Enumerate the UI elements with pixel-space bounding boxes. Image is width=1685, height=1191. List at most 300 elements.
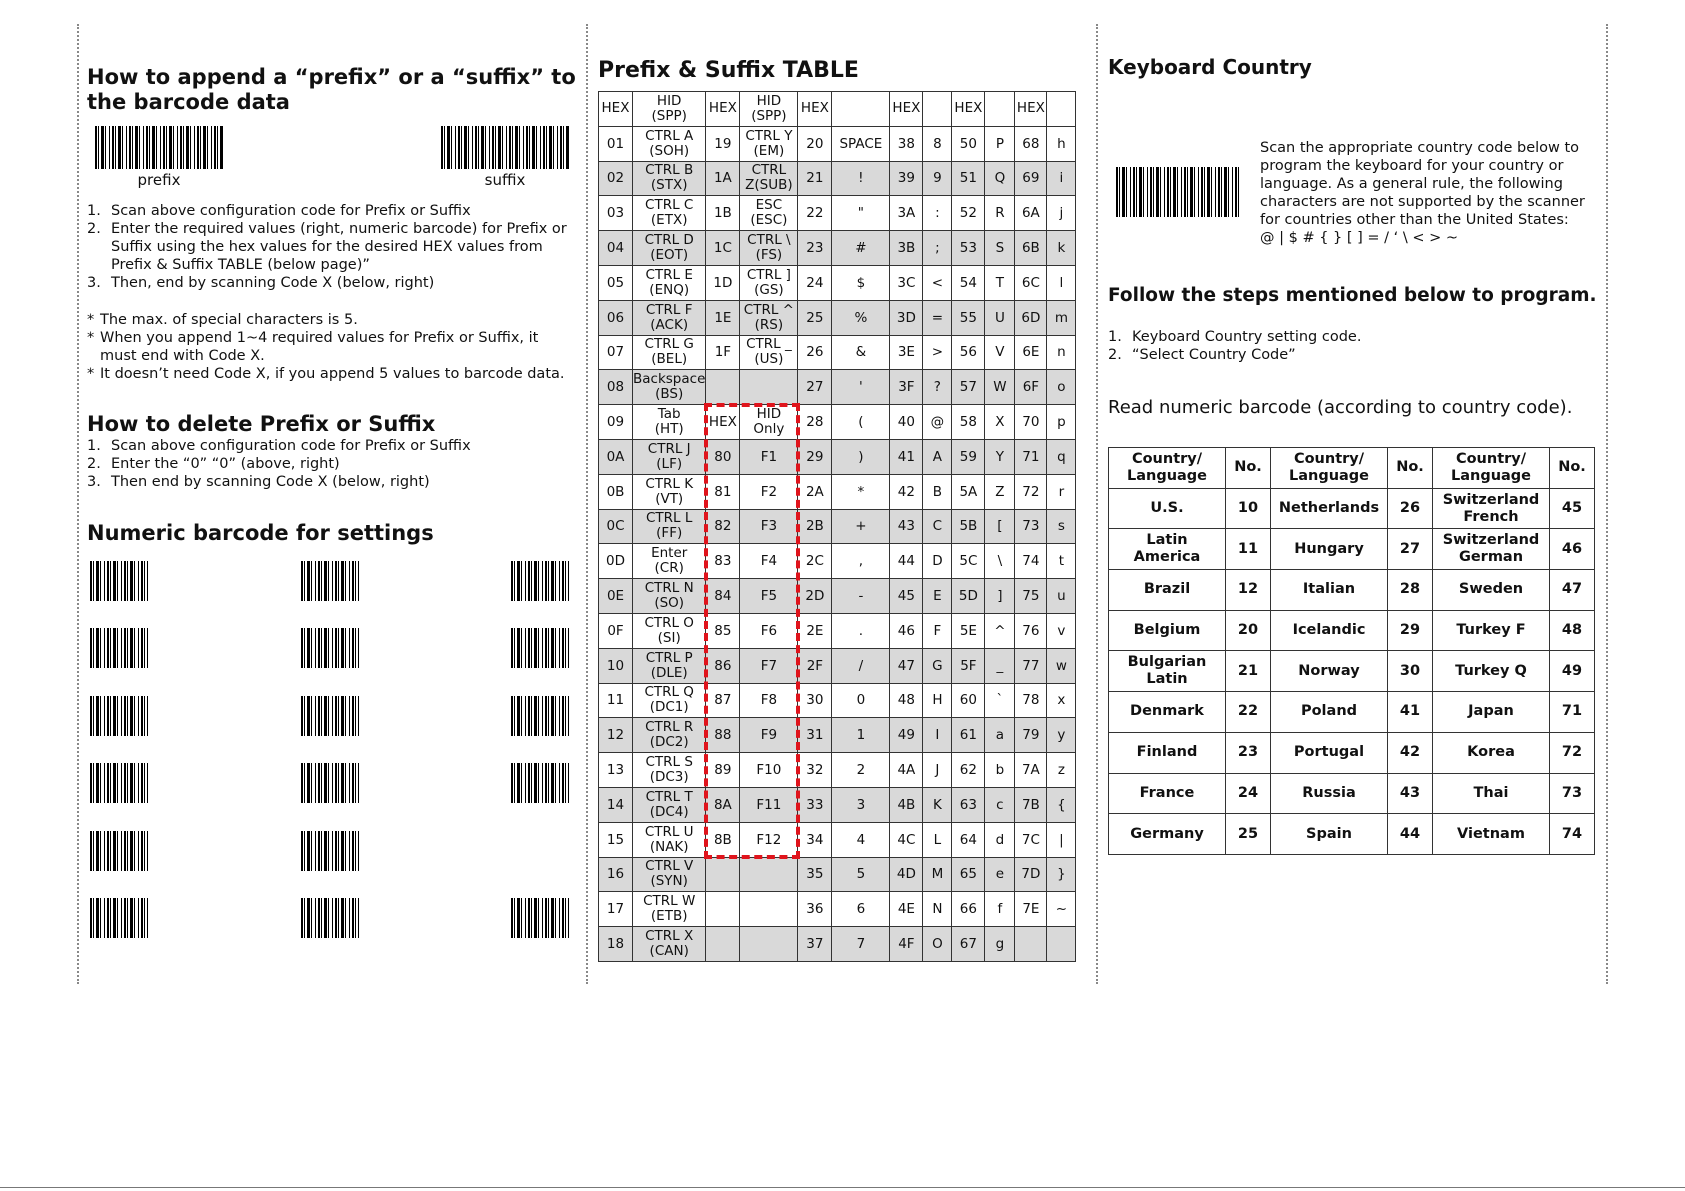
table-cell: 02	[599, 161, 633, 196]
table-cell: G	[923, 648, 952, 683]
table-cell: CTRL ] (GS)	[740, 265, 798, 300]
table-cell: 15	[599, 822, 633, 857]
table-cell: 2B	[798, 509, 832, 544]
table-cell: CTRL E (ENQ)	[633, 265, 706, 300]
country-row	[1109, 732, 1595, 773]
table-cell: U	[985, 300, 1015, 335]
table-cell: 42	[890, 474, 923, 509]
country-cell: 41	[1388, 692, 1433, 733]
table-cell: CTRL ^ (RS)	[740, 300, 798, 335]
table-cell	[740, 857, 798, 892]
step-number: 2.	[1108, 347, 1122, 363]
table-cell: F5	[740, 579, 798, 614]
table-row	[599, 196, 1076, 231]
table-cell: CTRL F (ACK)	[633, 300, 706, 335]
numeric-barcode[interactable]	[90, 831, 148, 871]
table-cell: CTRL P (DLE)	[633, 648, 706, 683]
table-cell: 58	[952, 405, 985, 440]
table-cell: *	[832, 474, 890, 509]
table-cell: F12	[740, 822, 798, 857]
notes-list	[87, 311, 577, 383]
table-cell	[706, 370, 740, 405]
table-cell: 72	[1015, 474, 1047, 509]
table-cell: 76	[1015, 613, 1047, 648]
table-header-cell	[832, 92, 890, 127]
table-cell: 0A	[599, 439, 633, 474]
country-cell: 10	[1226, 488, 1271, 529]
table-cell: _	[985, 648, 1015, 683]
country-cell: Norway	[1271, 651, 1388, 692]
country-cell: 12	[1226, 570, 1271, 611]
table-cell: m	[1047, 300, 1076, 335]
note-item	[87, 365, 577, 383]
country-cell: Sweden	[1433, 570, 1550, 611]
table-cell: 2F	[798, 648, 832, 683]
table-cell: Tab (HT)	[633, 405, 706, 440]
numeric-barcode[interactable]	[511, 561, 569, 601]
step-text: Enter the required values (right, numeric barcode) for Prefix or Suffix using the hex values for the desired HEX values from Prefix & Suffix TABLE (below page)”	[111, 221, 567, 273]
country-cell: 20	[1226, 610, 1271, 651]
country-cell: 45	[1550, 488, 1595, 529]
table-cell: 5F	[952, 648, 985, 683]
country-cell: 24	[1226, 773, 1271, 814]
table-cell: v	[1047, 613, 1076, 648]
table-cell: 0D	[599, 544, 633, 579]
table-cell: 30	[798, 683, 832, 718]
country-cell: Switzerland German	[1433, 529, 1550, 570]
table-cell: 2D	[798, 579, 832, 614]
numeric-barcode[interactable]	[90, 561, 148, 601]
table-cell: .	[832, 613, 890, 648]
numeric-barcode[interactable]	[511, 763, 569, 803]
table-cell: d	[985, 822, 1015, 857]
country-cell: Turkey F	[1433, 610, 1550, 651]
table-cell: 56	[952, 335, 985, 370]
step-item	[87, 220, 577, 274]
table-row	[599, 370, 1076, 405]
country-cell: U.S.	[1109, 488, 1226, 529]
table-cell: 48	[890, 683, 923, 718]
table-cell: 3B	[890, 231, 923, 266]
table-cell: 1	[832, 718, 890, 753]
table-header-cell: HEX	[599, 92, 633, 127]
numeric-barcode[interactable]	[301, 763, 359, 803]
table-cell: 88	[706, 718, 740, 753]
step-number: 1.	[87, 438, 101, 454]
table-cell: 46	[890, 613, 923, 648]
table-cell: F7	[740, 648, 798, 683]
country-cell: 48	[1550, 610, 1595, 651]
table-cell	[706, 892, 740, 927]
table-cell: 03	[599, 196, 633, 231]
table-cell: O	[923, 927, 952, 962]
table-header-cell: HEX	[952, 92, 985, 127]
country-cell: 46	[1550, 529, 1595, 570]
country-cell: Japan	[1433, 692, 1550, 733]
country-header-cell: Country/ Language	[1109, 448, 1226, 489]
step-text: Keyboard Country setting code.	[1132, 329, 1362, 345]
numeric-barcode[interactable]	[90, 696, 148, 736]
country-cell: 71	[1550, 692, 1595, 733]
country-row	[1109, 651, 1595, 692]
table-cell: 89	[706, 753, 740, 788]
table-cell: 26	[798, 335, 832, 370]
step-number: 2.	[87, 221, 101, 237]
note-item	[87, 329, 577, 365]
table-cell: 32	[798, 753, 832, 788]
table-cell: 54	[952, 265, 985, 300]
table-cell: -	[832, 579, 890, 614]
table-row	[599, 126, 1076, 161]
table-cell: |	[1047, 822, 1076, 857]
table-row	[599, 683, 1076, 718]
table-cell: 08	[599, 370, 633, 405]
table-cell: F6	[740, 613, 798, 648]
table-header-cell	[923, 92, 952, 127]
table-cell: 80	[706, 439, 740, 474]
table-cell: CTRL U (NAK)	[633, 822, 706, 857]
table-header-cell: HEX	[1015, 92, 1047, 127]
country-cell: 26	[1388, 488, 1433, 529]
table-cell: 23	[798, 231, 832, 266]
note-item	[87, 311, 577, 329]
country-cell: 47	[1550, 570, 1595, 611]
table-title: Prefix & Suffix TABLE	[598, 58, 859, 83]
table-cell: 24	[798, 265, 832, 300]
table-cell: 29	[798, 439, 832, 474]
country-cell: Latin America	[1109, 529, 1226, 570]
table-cell: 1A	[706, 161, 740, 196]
table-cell: 2E	[798, 613, 832, 648]
step-item	[87, 202, 577, 220]
table-cell: 57	[952, 370, 985, 405]
country-cell: 23	[1226, 732, 1271, 773]
table-cell: 1C	[706, 231, 740, 266]
country-cell: Netherlands	[1271, 488, 1388, 529]
table-cell: 7B	[1015, 787, 1047, 822]
table-cell: 87	[706, 683, 740, 718]
table-cell: 0F	[599, 613, 633, 648]
table-cell: J	[923, 753, 952, 788]
table-cell: 77	[1015, 648, 1047, 683]
table-cell: CTRL B (STX)	[633, 161, 706, 196]
step-text: “Select Country Code”	[1132, 347, 1296, 363]
table-cell: Backspace (BS)	[633, 370, 706, 405]
table-cell: F2	[740, 474, 798, 509]
table-cell: 33	[798, 787, 832, 822]
country-cell: Korea	[1433, 732, 1550, 773]
table-cell: 5A	[952, 474, 985, 509]
table-cell: 13	[599, 753, 633, 788]
table-cell: C	[923, 509, 952, 544]
table-row	[599, 544, 1076, 579]
table-cell: !	[832, 161, 890, 196]
read-numeric-text: Read numeric barcode (according to country code).	[1108, 397, 1573, 418]
prefix-suffix-table	[598, 91, 1076, 962]
table-cell: CTRL O (SI)	[633, 613, 706, 648]
numeric-barcode[interactable]	[90, 763, 148, 803]
table-cell: CTRL T (DC4)	[633, 787, 706, 822]
table-cell: e	[985, 857, 1015, 892]
table-header-cell: HEX	[890, 92, 923, 127]
table-header-cell	[1047, 92, 1076, 127]
note-star: *	[87, 330, 95, 346]
table-cell: CTRL R (DC2)	[633, 718, 706, 753]
table-cell: 70	[1015, 405, 1047, 440]
table-cell: <	[923, 265, 952, 300]
table-cell: 2C	[798, 544, 832, 579]
keyboard-country-barcode[interactable]	[1116, 167, 1241, 217]
table-cell: 74	[1015, 544, 1047, 579]
table-cell: W	[985, 370, 1015, 405]
table-cell: 43	[890, 509, 923, 544]
country-header-cell: Country/ Language	[1271, 448, 1388, 489]
country-cell: Poland	[1271, 692, 1388, 733]
table-cell: 18	[599, 927, 633, 962]
country-header-cell: Country/ Language	[1433, 448, 1550, 489]
suffix-label: suffix	[484, 171, 526, 189]
append-steps	[87, 202, 577, 292]
table-cell: 3C	[890, 265, 923, 300]
table-cell: 6A	[1015, 196, 1047, 231]
table-cell: CTRL J (LF)	[633, 439, 706, 474]
table-cell: A	[923, 439, 952, 474]
table-cell: CTRL K (VT)	[633, 474, 706, 509]
step-number: 3.	[87, 474, 101, 490]
country-cell: 30	[1388, 651, 1433, 692]
country-row	[1109, 570, 1595, 611]
table-cell: 6C	[1015, 265, 1047, 300]
table-row	[599, 927, 1076, 962]
table-cell: 06	[599, 300, 633, 335]
table-cell: #	[832, 231, 890, 266]
table-cell: CTRL W (ETB)	[633, 892, 706, 927]
table-cell: 6E	[1015, 335, 1047, 370]
step-text: Scan above configuration code for Prefix or Suffix	[111, 203, 471, 219]
table-cell: 11	[599, 683, 633, 718]
table-cell: 36	[798, 892, 832, 927]
table-cell: SPACE	[832, 126, 890, 161]
table-cell: &	[832, 335, 890, 370]
country-cell: Switzerland French	[1433, 488, 1550, 529]
table-cell: 31	[798, 718, 832, 753]
numeric-barcode[interactable]	[90, 628, 148, 668]
table-row	[599, 265, 1076, 300]
table-cell: 38	[890, 126, 923, 161]
prefix-barcode[interactable]	[95, 126, 223, 169]
table-row	[599, 405, 1076, 440]
table-cell: }	[1047, 857, 1076, 892]
table-row	[599, 579, 1076, 614]
country-cell: 72	[1550, 732, 1595, 773]
table-cell: (	[832, 405, 890, 440]
table-cell: 3E	[890, 335, 923, 370]
table-cell: HEX	[706, 405, 740, 440]
country-cell: 43	[1388, 773, 1433, 814]
column-divider	[1606, 24, 1608, 984]
table-row	[599, 648, 1076, 683]
table-cell: :	[923, 196, 952, 231]
table-cell: 64	[952, 822, 985, 857]
table-cell: 5	[832, 857, 890, 892]
table-cell: 60	[952, 683, 985, 718]
table-cell: P	[985, 126, 1015, 161]
table-cell: F8	[740, 683, 798, 718]
table-cell: f	[985, 892, 1015, 927]
table-cell: CTRL D (EOT)	[633, 231, 706, 266]
table-cell: 9	[923, 161, 952, 196]
table-cell: 6	[832, 892, 890, 927]
table-cell: '	[832, 370, 890, 405]
table-cell: CTRL Y (EM)	[740, 126, 798, 161]
table-cell: L	[923, 822, 952, 857]
table-row	[599, 509, 1076, 544]
append-title: How to append a “prefix” or a “suffix” to the barcode data	[87, 65, 576, 114]
table-cell: 0	[832, 683, 890, 718]
numeric-barcode[interactable]	[301, 898, 359, 938]
table-cell: g	[985, 927, 1015, 962]
table-cell: 25	[798, 300, 832, 335]
table-cell: 5B	[952, 509, 985, 544]
table-cell: 17	[599, 892, 633, 927]
table-cell: ;	[923, 231, 952, 266]
table-cell: y	[1047, 718, 1076, 753]
table-cell: CTRL Q (DC1)	[633, 683, 706, 718]
table-cell: n	[1047, 335, 1076, 370]
country-cell: 42	[1388, 732, 1433, 773]
country-row	[1109, 692, 1595, 733]
table-cell: l	[1047, 265, 1076, 300]
table-cell	[1047, 927, 1076, 962]
table-cell: ~	[1047, 892, 1076, 927]
table-cell: 12	[599, 718, 633, 753]
table-cell: 68	[1015, 126, 1047, 161]
suffix-barcode[interactable]	[441, 126, 569, 169]
table-cell: 07	[599, 335, 633, 370]
country-cell: Italian	[1271, 570, 1388, 611]
table-cell: 14	[599, 787, 633, 822]
table-cell: i	[1047, 161, 1076, 196]
table-cell: 61	[952, 718, 985, 753]
table-cell: 75	[1015, 579, 1047, 614]
table-cell: CTRL S (DC3)	[633, 753, 706, 788]
table-cell: 7E	[1015, 892, 1047, 927]
table-cell: T	[985, 265, 1015, 300]
table-row	[599, 439, 1076, 474]
step-item	[87, 455, 577, 473]
follow-title: Follow the steps mentioned below to program.	[1108, 285, 1597, 306]
numeric-barcode[interactable]	[511, 628, 569, 668]
country-cell: Germany	[1109, 814, 1226, 855]
table-cell: t	[1047, 544, 1076, 579]
table-cell	[740, 927, 798, 962]
numeric-barcode[interactable]	[301, 628, 359, 668]
table-cell: $	[832, 265, 890, 300]
numeric-barcode[interactable]	[90, 898, 148, 938]
table-row	[599, 231, 1076, 266]
table-cell: F4	[740, 544, 798, 579]
note-star: *	[87, 366, 95, 382]
table-cell: u	[1047, 579, 1076, 614]
numeric-barcode[interactable]	[301, 561, 359, 601]
numeric-barcode[interactable]	[511, 696, 569, 736]
table-cell: CTRL N (SO)	[633, 579, 706, 614]
table-cell: 4E	[890, 892, 923, 927]
country-cell: 25	[1226, 814, 1271, 855]
country-cell: Spain	[1271, 814, 1388, 855]
delete-steps	[87, 437, 577, 491]
table-header-row	[599, 92, 1076, 127]
table-cell: \	[985, 544, 1015, 579]
table-cell: F	[923, 613, 952, 648]
column-divider	[77, 24, 79, 984]
table-cell: 8	[923, 126, 952, 161]
table-cell: r	[1047, 474, 1076, 509]
table-header-cell: HEX	[706, 92, 740, 127]
step-number: 2.	[87, 456, 101, 472]
table-cell: 2	[832, 753, 890, 788]
note-text: It doesn’t need Code X, if you append 5 values to barcode data.	[100, 366, 565, 382]
hid-only-highlight	[704, 403, 800, 859]
table-cell: HID Only	[740, 405, 798, 440]
numeric-barcode[interactable]	[301, 831, 359, 871]
table-cell: F3	[740, 509, 798, 544]
country-cell: 73	[1550, 773, 1595, 814]
table-row	[599, 335, 1076, 370]
country-cell: 49	[1550, 651, 1595, 692]
table-row	[599, 857, 1076, 892]
country-cell: Thai	[1433, 773, 1550, 814]
table-cell: 83	[706, 544, 740, 579]
table-header-cell: HID (SPP)	[633, 92, 706, 127]
table-cell: %	[832, 300, 890, 335]
table-cell: 55	[952, 300, 985, 335]
country-cell: 29	[1388, 610, 1433, 651]
table-cell: 65	[952, 857, 985, 892]
table-cell: M	[923, 857, 952, 892]
table-cell: s	[1047, 509, 1076, 544]
country-cell: Russia	[1271, 773, 1388, 814]
numeric-barcode[interactable]	[301, 696, 359, 736]
country-row	[1109, 814, 1595, 855]
delete-title: How to delete Prefix or Suffix	[87, 412, 436, 436]
table-cell: o	[1047, 370, 1076, 405]
table-cell	[706, 857, 740, 892]
table-cell: 5E	[952, 613, 985, 648]
table-cell: {	[1047, 787, 1076, 822]
numeric-barcode[interactable]	[511, 898, 569, 938]
table-cell: E	[923, 579, 952, 614]
table-header-cell: HID (SPP)	[740, 92, 798, 127]
step-item	[87, 274, 577, 292]
table-cell: 3D	[890, 300, 923, 335]
table-cell: p	[1047, 405, 1076, 440]
table-cell: Y	[985, 439, 1015, 474]
table-cell: 35	[798, 857, 832, 892]
table-header-cell: HEX	[798, 92, 832, 127]
step-item	[1108, 328, 1588, 346]
column-divider	[1096, 24, 1098, 984]
table-cell	[740, 892, 798, 927]
table-cell: 3F	[890, 370, 923, 405]
table-row	[599, 718, 1076, 753]
table-cell: CTRL L (FF)	[633, 509, 706, 544]
country-cell: Denmark	[1109, 692, 1226, 733]
table-cell: 85	[706, 613, 740, 648]
table-row	[599, 613, 1076, 648]
table-cell: 04	[599, 231, 633, 266]
table-cell: +	[832, 509, 890, 544]
